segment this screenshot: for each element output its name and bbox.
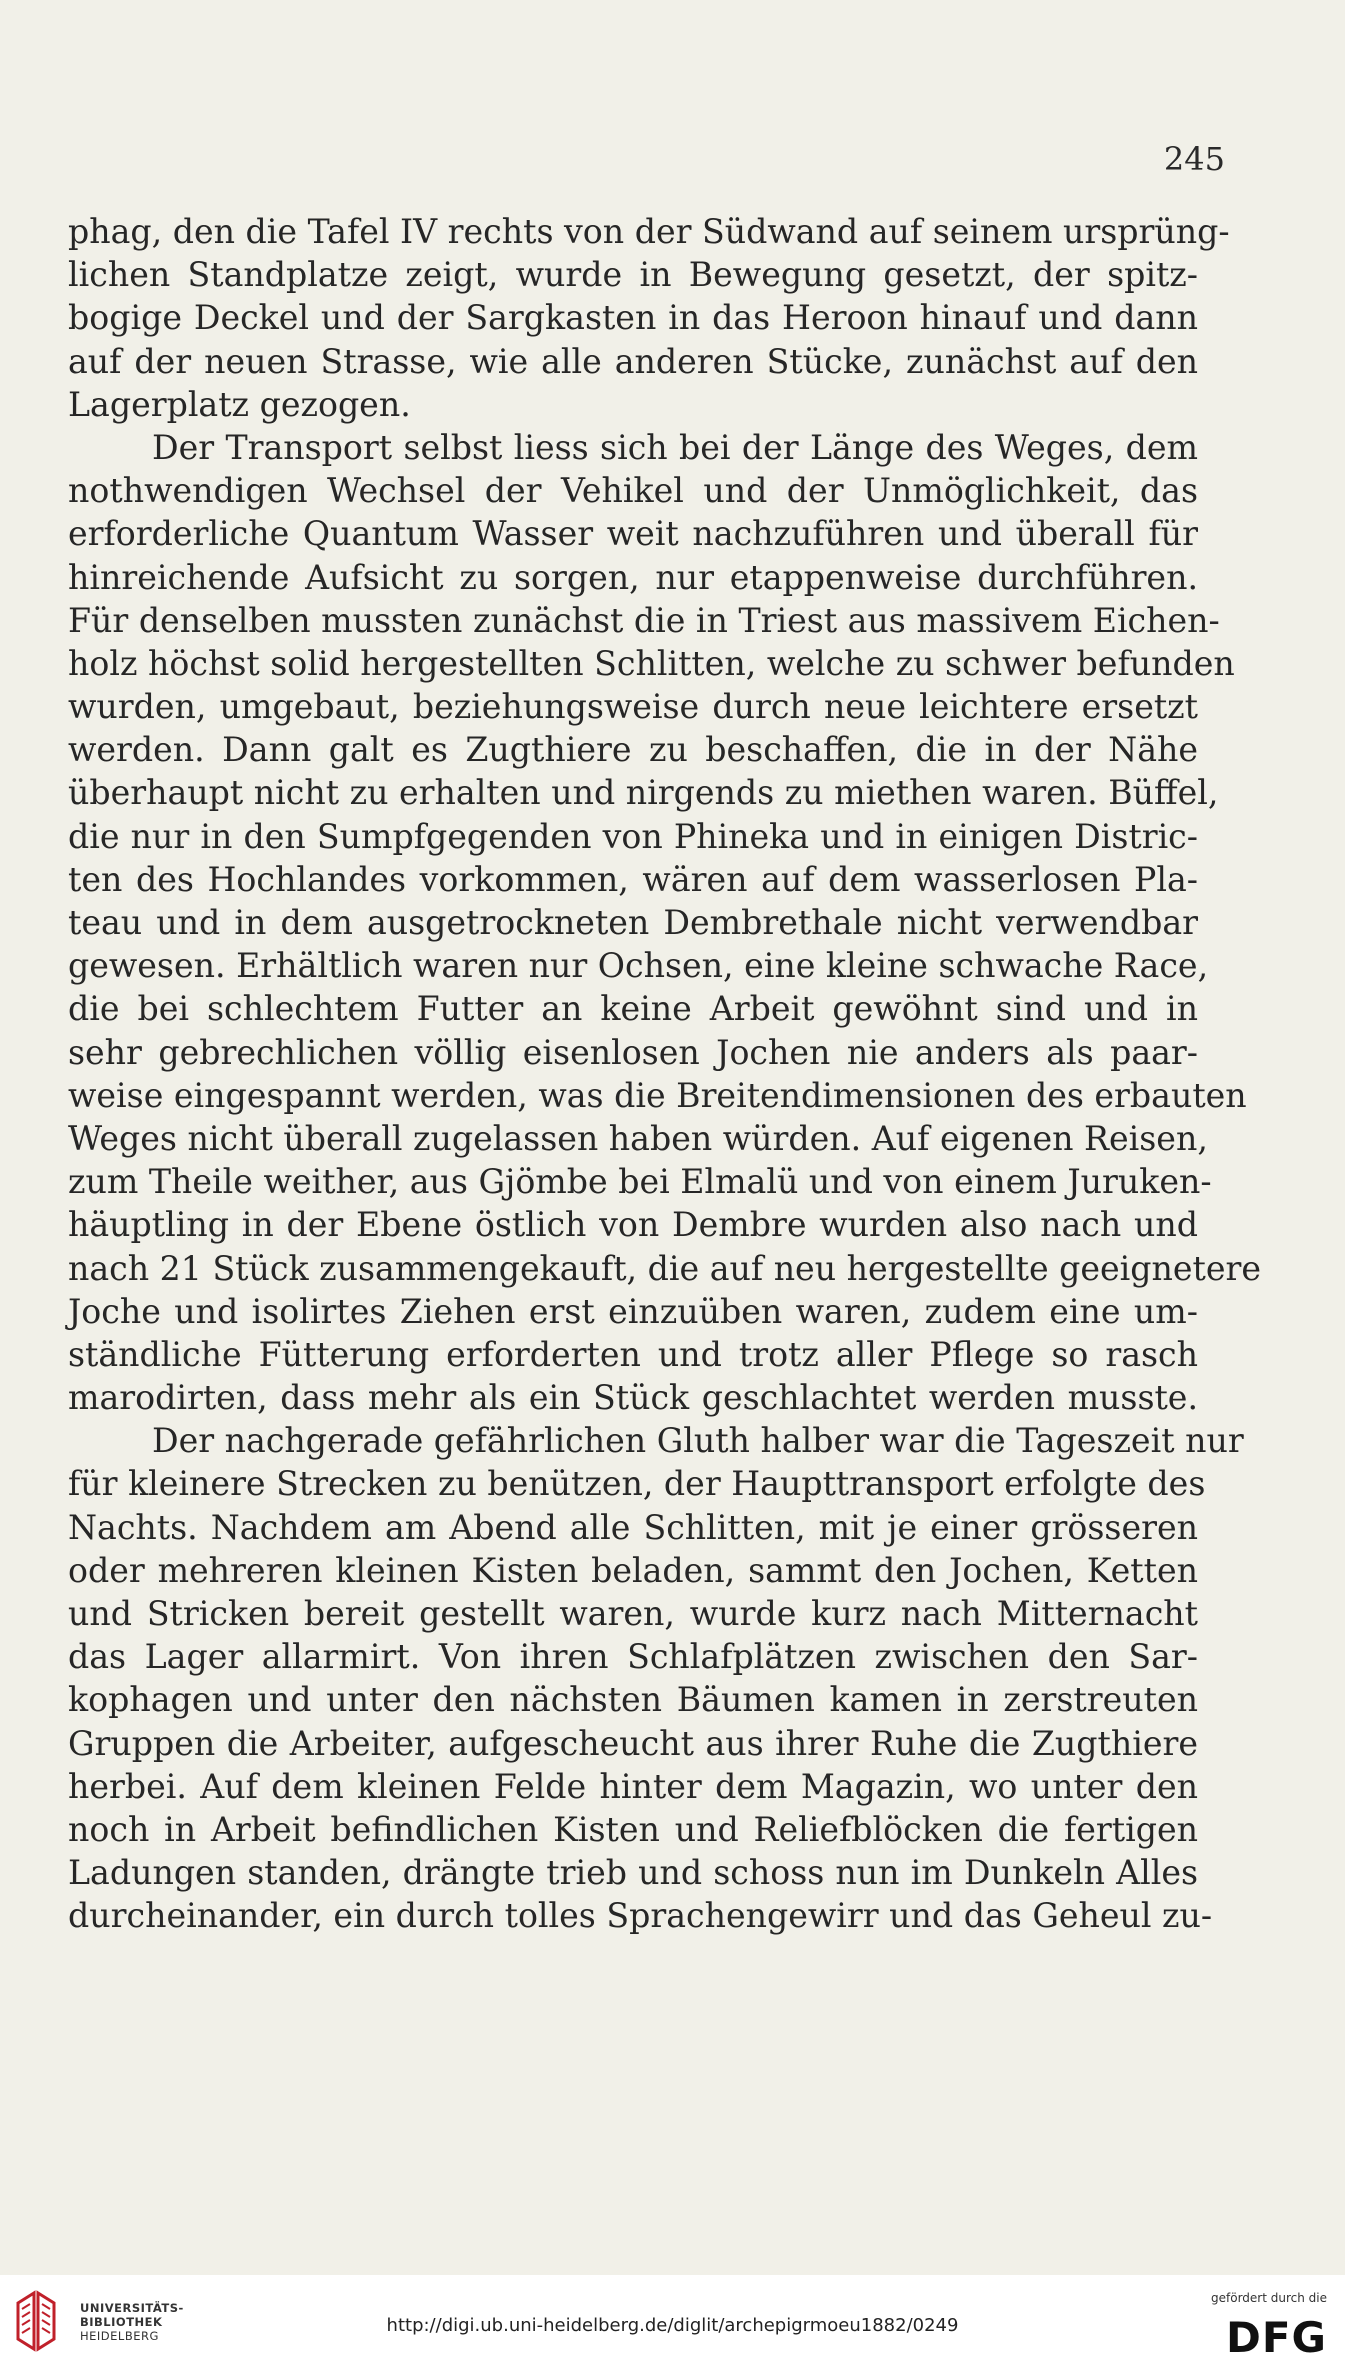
text-line: noch in Arbeit befindlichen Kisten und Reliefblöcken die fertigen <box>68 1809 1198 1849</box>
text-line: sehr gebrechlichen völlig eisenlosen Jochen nie anders als paar- <box>68 1032 1198 1072</box>
text-line: Lagerplatz gezogen. <box>68 384 411 424</box>
text-line: nach 21 Stück zusammengekauft, die auf neu hergestellte geeignetere <box>68 1248 1262 1288</box>
text-line: Nachts. Nachdem am Abend alle Schlitten, mit je einer grösseren <box>68 1507 1198 1547</box>
text-line: die nur in den Sumpfgegenden von Phineka und in einigen Distric- <box>68 816 1198 856</box>
text-line: überhaupt nicht zu erhalten und nirgends zu miethen waren. Büffel, <box>68 773 1219 813</box>
library-name-line: BIBLIOTHEK <box>80 2315 163 2329</box>
text-line: phag, den die Tafel IV rechts von der Südwand auf seinem ursprüng- <box>68 212 1230 251</box>
text-line: gewesen. Erhältlich waren nur Ochsen, eine kleine schwache Race, <box>68 946 1209 986</box>
text-line: Ladungen standen, drängte trieb und schoss nun im Dunkeln Alles <box>68 1853 1198 1893</box>
text-line: Gruppen die Arbeiter, aufgescheucht aus ihrer Ruhe die Zugthiere <box>68 1723 1198 1763</box>
text-line: oder mehreren kleinen Kisten beladen, sammt den Jochen, Ketten <box>68 1550 1198 1590</box>
text-line: Weges nicht überall zugelassen haben würden. Auf eigenen Reisen, <box>68 1118 1208 1158</box>
page-number: 245 <box>1163 140 1225 178</box>
text-line: ten des Hochlandes vorkommen, wären auf dem wasserlosen Pla- <box>68 859 1198 899</box>
text-line: Der Transport selbst liess sich bei der Länge des Weges, dem <box>152 427 1198 467</box>
library-name-line: UNIVERSITÄTS- <box>80 2301 184 2315</box>
dfg-logo: DFG <box>1225 2313 1327 2362</box>
funded-by-label: gefördert durch die <box>1211 2291 1327 2305</box>
source-url-link[interactable]: http://digi.ub.uni-heidelberg.de/diglit/archepigrmoeu1882/0249 <box>386 2315 959 2336</box>
text-line: lichen Standplatze zeigt, wurde in Bewegung gesetzt, der spitz- <box>68 255 1198 295</box>
text-line: häuptling in der Ebene östlich von Dembre wurden also nach und <box>68 1205 1198 1245</box>
text-line: Der nachgerade gefährlichen Gluth halber war die Tageszeit nur <box>152 1421 1244 1461</box>
text-line: herbei. Auf dem kleinen Felde hinter dem Magazin, wo unter den <box>68 1766 1198 1806</box>
text-line: erforderliche Quantum Wasser weit nachzuführen und überall für <box>68 514 1198 554</box>
text-line: durcheinander, ein durch tolles Sprachengewirr und das Geheul zu- <box>68 1896 1213 1936</box>
text-line: für kleinere Strecken zu benützen, der Haupttransport erfolgte des <box>68 1464 1206 1504</box>
text-line: werden. Dann galt es Zugthiere zu beschaffen, die in der Nähe <box>68 730 1198 770</box>
text-line: kophagen und unter den nächsten Bäumen kamen in zerstreuten <box>68 1680 1198 1720</box>
text-line: hinreichende Aufsicht zu sorgen, nur etappenweise durchführen. <box>68 557 1198 597</box>
text-line: holz höchst solid hergestellten Schlitten, welche zu schwer befunden <box>68 643 1235 683</box>
text-line: zum Theile weither, aus Gjömbe bei Elmalü und von einem Juruken- <box>68 1162 1212 1202</box>
text-line: auf der neuen Strasse, wie alle anderen Stücke, zunächst auf den <box>68 341 1198 381</box>
library-name-line: HEIDELBERG <box>80 2329 159 2343</box>
text-line: teau und in dem ausgetrockneten Dembrethale nicht verwendbar <box>68 903 1198 942</box>
text-line: marodirten, dass mehr als ein Stück geschlachtet werden musste. <box>68 1378 1198 1418</box>
text-line: bogige Deckel und der Sargkasten in das Heroon hinauf und dann <box>68 298 1198 338</box>
text-line: wurden, umgebaut, beziehungsweise durch neue leichtere ersetzt <box>68 687 1198 727</box>
text-line: weise eingespannt werden, was die Breitendimensionen des erbauten <box>68 1075 1247 1115</box>
text-line: das Lager allarmirt. Von ihren Schlafplätzen zwischen den Sar- <box>68 1637 1198 1677</box>
text-line: die bei schlechtem Futter an keine Arbeit gewöhnt sind und in <box>68 989 1198 1029</box>
text-line: ständliche Fütterung erforderten und trotz aller Pflege so rasch <box>68 1334 1198 1374</box>
text-line: und Stricken bereit gestellt waren, wurde kurz nach Mitternacht <box>68 1594 1198 1633</box>
footer-bar <box>0 2275 1345 2371</box>
text-line: Für denselben mussten zunächst die in Triest aus massivem Eichen- <box>68 600 1220 640</box>
text-line: nothwendigen Wechsel der Vehikel und der Unmöglichkeit, das <box>68 471 1198 511</box>
text-line: Joche und isolirtes Ziehen erst einzuüben waren, zudem eine um- <box>68 1291 1198 1331</box>
body-text <box>68 210 1262 1938</box>
